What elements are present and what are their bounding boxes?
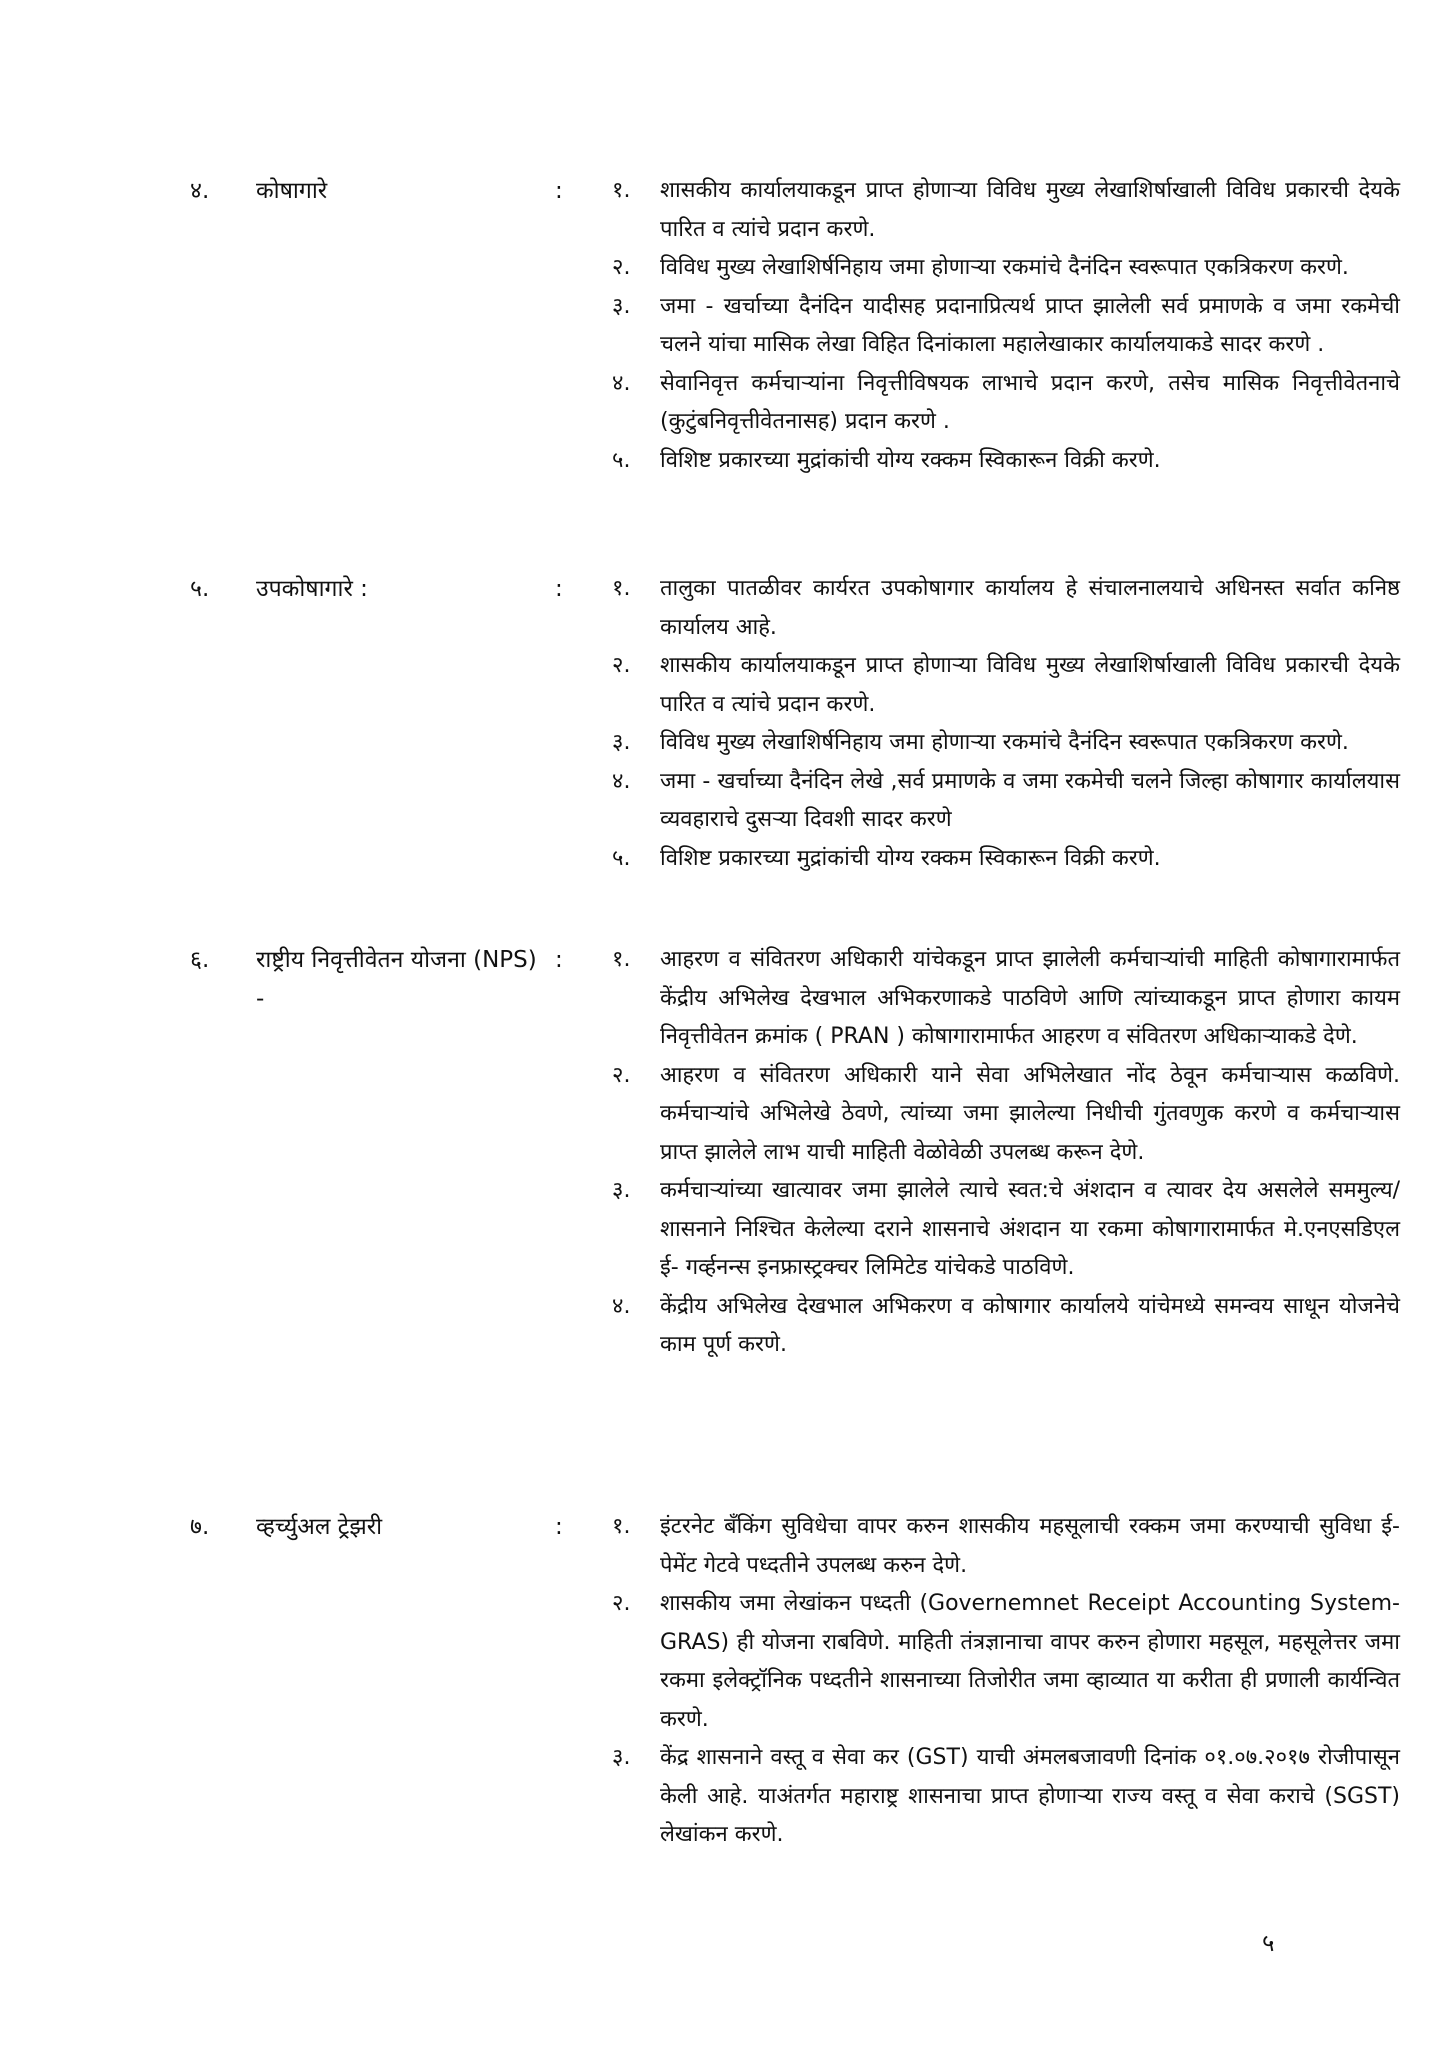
item-text: इंटरनेट बँकिंग सुविधेचा वापर करुन शासकीय महसूलाची रक्कम जमा करण्याची सुविधा ई-पेमेंट गेटवे पध्दतीने उपलब्ध करुन देणे.	[660, 1514, 1400, 1578]
item-number: ३.	[612, 1178, 631, 1203]
section-number: ५.	[190, 576, 210, 602]
list-item	[612, 1288, 1400, 1365]
list-item	[612, 1508, 1400, 1585]
list-item	[612, 1172, 1400, 1288]
item-number: १.	[612, 576, 631, 601]
item-text: शासकीय कार्यालयाकडून प्राप्त होणाऱ्या विविध मुख्य लेखाशिर्षाखाली विविध प्रकारची देयके पारित व त्यांचे प्रदान करणे.	[660, 178, 1400, 242]
item-text: विशिष्ट प्रकारच्या मुद्रांकांची योग्य रक्कम स्विकारून विक्री करणे.	[660, 845, 1161, 871]
list-item	[612, 1585, 1400, 1739]
item-text: आहरण व संवितरण अधिकारी याने सेवा अभिलेखात नोंद ठेवून कर्मचाऱ्यास कळविणे. कर्मचाऱ्यांचे अभिलेखे ठेवणे, त्यांच्या जमा झालेल्या निधीची गुंतवणुक करणे व कर्मचाऱ्यास प्राप्त झालेले लाभ याची माहिती वेळोवेळी उपलब्ध करून देणे.	[660, 1062, 1400, 1165]
item-text: जमा - खर्चाच्या दैनंदिन यादीसह प्रदानाप्रित्यर्थ प्राप्त झालेली सर्व प्रमाणके व जमा रकमेची चलने यांचा मासिक लेखा विहित दिनांकाला महालेखाकार कार्यालयाकडे सादर करणे .	[660, 293, 1400, 357]
section-items	[612, 1508, 1400, 1855]
item-number: ४.	[612, 1293, 631, 1319]
item-number: २.	[612, 1062, 631, 1088]
section-number: ६.	[190, 947, 210, 973]
section-items	[612, 941, 1400, 1365]
section-colon: :	[555, 178, 563, 204]
item-number: २.	[612, 653, 631, 678]
list-item	[612, 172, 1400, 249]
item-number: ५.	[612, 845, 631, 871]
section-colon: :	[555, 1514, 563, 1540]
section-items	[612, 172, 1400, 480]
item-text: केंद्र शासनाने वस्तू व सेवा कर (GST) याची अंमलबजावणी दिनांक ०१.०७.२०१७ रोजीपासून केली आहे. याअंतर्गत महाराष्ट्र शासनाचा प्राप्त होणाऱ्या राज्य वस्तू व सेवा कराचे (SGST) लेखांकन करणे.	[660, 1745, 1400, 1847]
page-number: ५	[1262, 1929, 1275, 1957]
section-title: राष्ट्रीय निवृत्तीवेतन योजना (NPS) -	[256, 947, 537, 1012]
item-text: सेवानिवृत्त कर्मचाऱ्यांना निवृत्तीविषयक लाभाचे प्रदान करणे, तसेच मासिक निवृत्तीवेतनाचे (कुटुंबनिवृत्तीवेतनासह) प्रदान करणे .	[660, 370, 1400, 434]
list-item	[612, 365, 1400, 442]
item-number: १.	[612, 178, 631, 203]
item-number: १.	[612, 947, 631, 972]
item-text: विविध मुख्य लेखाशिर्षनिहाय जमा होणाऱ्या रकमांचे दैनंदिन स्वरूपात एकत्रिकरण करणे.	[660, 730, 1349, 755]
item-number: ३.	[612, 730, 631, 755]
section-colon: :	[555, 576, 563, 602]
section-colon: :	[555, 947, 563, 973]
item-text: आहरण व संवितरण अधिकारी यांचेकडून प्राप्त झालेली कर्मचाऱ्यांची माहिती कोषागारामार्फत केंद्रीय अभिलेख देखभाल अभिकरणाकडे पाठविणे आणि त्यांच्याकडून प्राप्त होणारा कायम निवृत्तीवेतन क्रमांक ( PRAN ) कोषागारामार्फत आहरण व संवितरण अधिकाऱ्याकडे देणे.	[660, 947, 1400, 1049]
item-number: १.	[612, 1514, 631, 1539]
list-item	[612, 840, 1400, 879]
item-number: ३.	[612, 293, 631, 319]
item-text: तालुका पातळीवर कार्यरत उपकोषागार कार्यालय हे संचालनालयाचे अधिनस्त सर्वात कनिष्ठ कार्यालय आहे.	[660, 576, 1400, 640]
list-item	[612, 647, 1400, 724]
list-item	[612, 249, 1400, 288]
item-number: २.	[612, 255, 631, 280]
item-text: विविध मुख्य लेखाशिर्षनिहाय जमा होणाऱ्या रकमांचे दैनंदिन स्वरूपात एकत्रिकरण करणे.	[660, 255, 1349, 280]
list-item	[612, 941, 1400, 1057]
list-item	[612, 570, 1400, 647]
section-number: ४.	[190, 178, 210, 204]
item-text: जमा - खर्चाच्या दैनंदिन लेखे ,सर्व प्रमाणके व जमा रकमेची चलने जिल्हा कोषागार कार्यालयास व्यवहाराचे दुसऱ्या दिवशी सादर करणे	[660, 768, 1400, 832]
section-title: कोषागारे	[256, 178, 328, 204]
list-item	[612, 1057, 1400, 1173]
section-number: ७.	[190, 1514, 210, 1540]
item-text: केंद्रीय अभिलेख देखभाल अभिकरण व कोषागार कार्यालये यांचेमध्ये समन्वय साधून योजनेचे काम पूर्ण करणे.	[660, 1293, 1400, 1357]
list-item	[612, 442, 1400, 481]
item-number: २.	[612, 1591, 631, 1616]
section-title: व्हर्च्युअल ट्रेझरी	[256, 1514, 383, 1540]
list-item	[612, 1739, 1400, 1855]
item-text: कर्मचाऱ्यांच्या खात्यावर जमा झालेले त्याचे स्वत:चे अंशदान व त्यावर देय असलेले सममुल्य/शासनाने निश्चित केलेल्या दराने शासनाचे अंशदान या रकमा कोषागारामार्फत मे.एनएसडिएल ई- गर्व्हनन्स इनफ्रास्ट्रक्चर लिमिटेड यांचेकडे पाठविणे.	[660, 1178, 1400, 1280]
item-text: विशिष्ट प्रकारच्या मुद्रांकांची योग्य रक्कम स्विकारून विक्री करणे.	[660, 447, 1161, 473]
list-item	[612, 288, 1400, 365]
item-text: शासकीय कार्यालयाकडून प्राप्त होणाऱ्या विविध मुख्य लेखाशिर्षाखाली विविध प्रकारची देयके पारित व त्यांचे प्रदान करणे.	[660, 653, 1400, 717]
list-item	[612, 724, 1400, 763]
item-number: ५.	[612, 447, 631, 473]
list-item	[612, 763, 1400, 840]
section-items	[612, 570, 1400, 878]
item-number: ४.	[612, 768, 631, 794]
item-number: ४.	[612, 370, 631, 396]
item-text: शासकीय जमा लेखांकन पध्दती (Governemnet Receipt Accounting System-GRAS) ही योजना राबविणे. माहिती तंत्रज्ञानाचा वापर करुन होणारा महसूल, महसूलेत्तर जमा रकमा इलेक्ट्रॉनिक पध्दतीने शासनाच्या तिजोरीत जमा व्हाव्यात या करीता ही प्रणाली कार्यन्वित करणे.	[660, 1591, 1400, 1732]
item-number: ३.	[612, 1745, 631, 1770]
section-title: उपकोषागारे :	[256, 576, 368, 602]
